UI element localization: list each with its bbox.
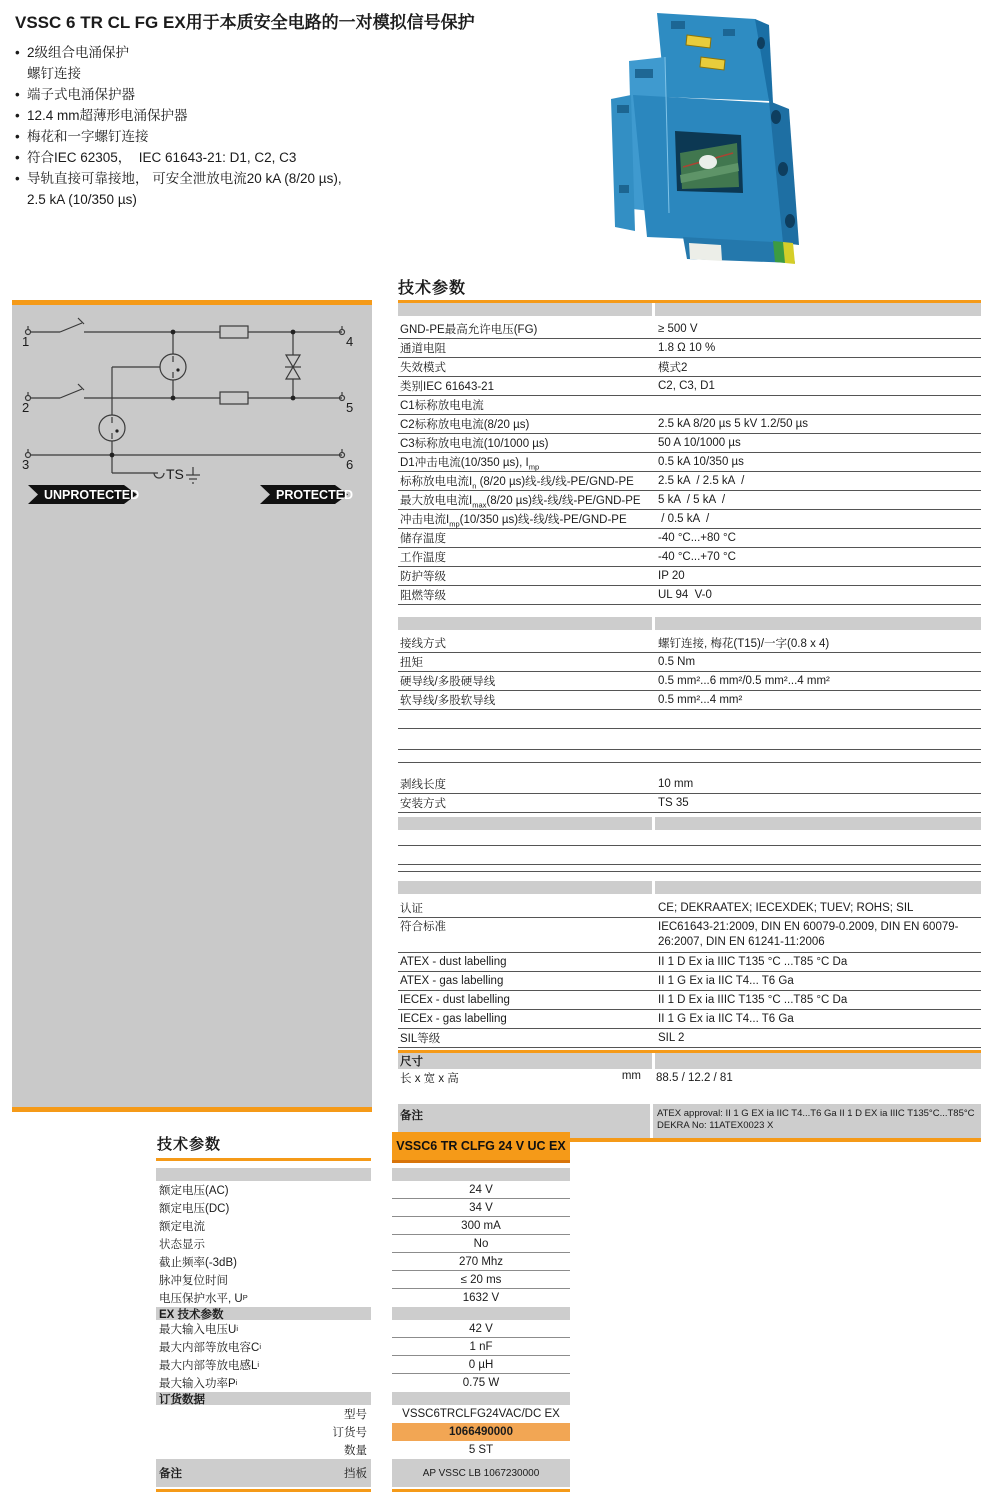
spec-label: 类别IEC 61643-21 [400,381,494,393]
empty-row [398,710,981,729]
terminal-label-2: 2 [22,400,30,415]
table-spacer [398,605,981,617]
variant-spec-row [156,1235,570,1253]
spec-label: 软导线/多股软导线 [400,695,496,707]
spec-row [398,991,981,1010]
spec-value: II 1 D Ex ia IIIC T135 °C ...T85 °C Da [658,994,848,1006]
spec-label: D1冲击电流(10/350 µs), $I_{mp}$ [400,457,540,472]
order-band-fill [392,1168,570,1181]
section-band-fill [655,617,981,630]
spec-row [398,1010,981,1029]
order-band-fill [392,1392,570,1405]
order-band-label [156,1392,371,1405]
empty-row [398,750,981,763]
section-band-label [398,817,652,830]
spec-label: 认证 [400,903,423,915]
variant-spec-label: 数量 [344,1445,367,1457]
feature-text: 2.5 kA (10/350 µs) [27,192,137,207]
spec-value: C2, C3, D1 [658,380,715,392]
variant-spec-row [156,1271,570,1289]
spec-row [398,434,981,453]
variant-spec-label: 订货号 [332,1427,367,1439]
dimension-unit: mm [621,1070,641,1082]
feature-item [15,189,575,210]
dimension-label: 长 x 宽 x 高 [400,1073,459,1085]
spec-value: 0.5 kA 10/350 µs [658,456,744,468]
variant-spec-value: 1066490000 [392,1423,570,1441]
empty-row [398,830,981,846]
section-band [398,1053,981,1069]
bullet-icon [15,63,27,84]
spec-label: 工作温度 [400,552,446,564]
variant-spec-row [156,1320,570,1338]
order-section-band [156,1168,570,1181]
spec-value: 模式2 [658,362,688,374]
variant-spec-row [156,1441,570,1459]
variant-spec-label: 额定电流 [159,1221,205,1233]
spec-value: -40 °C...+70 °C [658,551,736,563]
spec-row [398,358,981,377]
spec-row [398,396,981,415]
spec-label: 剥线长度 [400,779,446,791]
section-band [398,303,981,316]
spec-label [398,1070,653,1086]
note-text [653,1104,981,1138]
variant-spec-row [156,1217,570,1235]
variant-rows [156,1168,570,1492]
table-spacer [398,872,981,881]
order-section-band [156,1307,570,1320]
spec-value: 0.5 Nm [658,656,696,668]
section-band-label [398,303,652,316]
circuit-junctions [110,330,296,458]
note-line: DEKRA No: 11ATEX0023 X [657,1119,774,1131]
spec-value: 0.5 mm²...6 mm²/0.5 mm²...4 mm² [658,675,830,687]
bullet-icon: • [15,108,20,123]
feature-list [15,42,575,210]
terminal-label-3: 3 [22,457,30,472]
remark-row [156,1459,570,1487]
variant-spec-label: 最大输入功率P i [159,1378,238,1390]
note-label: 备注 [398,1104,650,1138]
terminal-label-4: 4 [346,334,354,349]
variant-spec-row [156,1289,570,1307]
variant-spec-value: 34 V [392,1199,570,1217]
bullet-icon: • [15,87,20,102]
spec-value: II 1 D Ex ia IIIC T135 °C ...T85 °C Da [658,956,848,968]
spec-label: C1标称放电电流 [400,400,484,412]
spec-label: C2标称放电电流(8/20 µs) [400,419,530,431]
variant-spec-row [156,1253,570,1271]
spec-label: ATEX - gas labelling [400,975,504,987]
spec-label: GND-PE最高允许电压(FG) [400,324,538,336]
variant-spec-label: 截止频率(-3dB) [159,1257,237,1269]
spec-value: 2.5 kA 8/20 µs 5 kV 1.2/50 µs [658,418,809,430]
spec-label: 储存温度 [400,533,446,545]
variant-spec-row [156,1374,570,1392]
spec-label: SIL等级 [400,1033,441,1045]
note-line: ATEX approval: II 1 G EX ia IIC T4...T6 Ga II 1 D EX ia IIIC T135°C...T85°C [657,1108,975,1119]
spec-row [398,491,981,510]
remark-value: AP VSSC LB 1067230000 [392,1459,570,1487]
section-band [398,881,981,894]
spec-value: II 1 G Ex ia IIC T4... T6 Ga [658,975,794,987]
spec-label: 失效模式 [400,362,446,374]
product-photo [595,5,870,267]
spec-label: 标称放电电流$I_n$ (8/20 µs)线-线/线-PE/GND-PE [400,476,634,491]
variant-table-header [156,1132,570,1163]
variant-column-header: VSSC6 TR CLFG 24 V UC EX [392,1132,570,1163]
spec-value: CE; DEKRAATEX; IECEXDEK; TUEV; ROHS; SIL [658,902,914,914]
empty-row [398,729,981,750]
terminal-label-1: 1 [22,334,30,349]
dimension-row [398,1069,981,1087]
variant-spec-row [156,1423,570,1441]
spec-value: -40 °C...+80 °C [658,532,736,544]
tech-params-rows [398,303,981,1142]
spec-value: UL 94 V-0 [658,589,712,601]
spec-value: IEC61643-21:2009, DIN EN 60079-0.2009, DIN EN 60079-26:2007, DIN EN 61241-11:2006 [658,921,959,948]
spec-row [398,1029,981,1048]
variant-spec-label: 最大输入电压U i [159,1324,238,1336]
direction-banners [28,485,353,504]
tech-params-heading: 技术参数 [398,280,467,297]
spec-value: II 1 G Ex ia IIC T4... T6 Ga [658,1013,794,1025]
feature-item [15,147,575,168]
order-band-text: 订货数据 [159,1393,205,1406]
spec-label: 防护等级 [400,571,446,583]
bullet-icon: • [15,150,20,165]
feature-item [15,126,575,147]
section-band-fill [655,817,981,830]
spec-row [398,899,981,918]
spec-label: 阻燃等级 [400,590,446,602]
orange-footer-line [156,1489,570,1492]
feature-item [15,168,575,189]
page-title: VSSC 6 TR CL FG EX用于本质安全电路的一对模拟信号保护 [15,13,475,32]
circuit-wires [26,318,345,483]
variant-spec-value: ≤ 20 ms [392,1271,570,1289]
spec-value: 1.8 Ω 10 % [658,342,716,354]
variant-spec-label: 额定电压(DC) [159,1203,230,1215]
remark-label-cell [156,1459,371,1487]
section-band [398,617,981,630]
feature-item [15,84,575,105]
spec-value: 5 kA / 5 kA / [658,494,726,506]
section-band-label [398,881,652,894]
orange-footer-left [156,1489,371,1492]
spec-label: 扭矩 [400,657,423,669]
feature-text: 端子式电涌保护器 [27,87,135,102]
section-band-fill [655,1053,981,1069]
empty-row [398,865,981,872]
variant-spec-value: 1632 V [462,1292,500,1304]
spec-label: 安装方式 [400,798,446,810]
variant-spec-value: 300 mA [392,1217,570,1235]
spec-row [398,510,981,529]
spec-label: 冲击电流$I_{mp}(10/350$ µs)线-线/线-PE/GND-PE [400,514,627,529]
spec-value: 0.5 mm²...4 mm² [658,694,743,706]
variant-table [156,1132,570,1492]
orange-footer-right [392,1489,570,1492]
spec-label: IECEx - dust labelling [400,994,510,1006]
variant-spec-value: 1 nF [392,1338,570,1356]
spec-value: 88.5 / 12.2 / 81 [656,1072,733,1084]
spec-value: / 0.5 kA / [658,513,710,525]
spec-row [398,794,981,813]
spec-row [398,953,981,972]
bullet-icon: • [15,45,20,60]
variant-spec-row [156,1405,570,1423]
spec-row [398,653,981,672]
feature-text: 2级组合电涌保护 [27,45,130,60]
order-section-band [156,1392,570,1405]
spec-row [398,453,981,472]
spec-label: 硬导线/多股硬导线 [400,676,496,688]
spec-row [398,339,981,358]
variant-spec-row [156,1181,570,1199]
spec-value: 10 mm [658,778,694,790]
order-band-label [156,1307,371,1320]
ts-label: TS [166,466,184,482]
protected-label: PROTECTED [276,488,354,502]
spec-row [398,918,981,953]
circuit-diagram [20,315,364,525]
spec-row [398,377,981,396]
variant-spec-label: 电压保护水平, U P [159,1293,248,1305]
section-band-fill [655,303,981,316]
variant-spec-label: 状态显示 [159,1239,205,1251]
variant-spec-row [156,1199,570,1217]
feature-text: 符合IEC 62305， IEC 61643-21: D1, C2, C3 [27,150,297,165]
terminal-label-5: 5 [346,400,354,415]
variant-spec-value: VSSC6TRCLFG24VAC/DC EX [402,1408,560,1420]
spec-label: C3标称放电电流(10/1000 µs) [400,438,549,450]
section-band [398,817,981,830]
spec-row [398,775,981,794]
spec-value: 50 A 10/1000 µs [658,437,741,449]
spec-label: 符合标准 [400,921,446,933]
bullet-icon: • [15,171,20,186]
tech-params-heading-rule [398,275,981,303]
variant-spec-row [156,1356,570,1374]
variant-spec-value: No [392,1235,570,1253]
spec-row [398,567,981,586]
variant-spec-value: 0.75 W [462,1377,500,1389]
feature-item [15,42,575,63]
table-spacer [398,1087,981,1104]
order-band-text: EX 技术参数 [159,1308,224,1321]
terminal-label-6: 6 [346,457,354,472]
variant-spec-label: 额定电压(AC) [159,1185,229,1197]
variant-spec-value: 24 V [392,1181,570,1199]
spec-row [398,586,981,605]
section-band-label [398,1053,652,1069]
circuit-panel [12,300,372,1112]
spec-row [398,672,981,691]
bottom-heading: 技术参数 [156,1132,371,1161]
order-band-label [156,1168,371,1181]
spec-label: 通道电阻 [400,343,446,355]
feature-text: 导轨直接可靠接地， 可安全泄放电流20 kA (8/20 µs), [27,171,342,186]
section-band-label [398,617,652,630]
variant-spec-label: 最大内部等放电容C i [159,1342,261,1354]
tech-params-table [398,275,981,1142]
spec-row [398,529,981,548]
remark-label: 备注 [159,1468,182,1480]
spec-value: 螺钉连接, 梅花(T15)/一字(0.8 x 4) [658,638,830,650]
feature-text: 梅花和一字螺钉连接 [27,129,149,144]
feature-text: 螺钉连接 [27,66,81,81]
spec-label: IECEx - gas labelling [400,1013,507,1025]
feature-text: 12.4 mm超薄形电涌保护器 [27,108,188,123]
variant-spec-value: 0 µH [392,1356,570,1374]
baffle-label: 挡板 [344,1468,367,1480]
feature-item [15,105,575,126]
variant-spec-value: 270 Mhz [392,1253,570,1271]
variant-spec-label: 最大内部等放电感L i [159,1360,260,1372]
spec-value: ≥ 500 V [658,323,698,335]
spec-value: SIL 2 [658,1032,685,1044]
spec-value: 2.5 kA / 2.5 kA / [658,475,745,487]
terminal-block-illustration [611,13,799,264]
spec-row [398,548,981,567]
bullet-icon: • [15,129,20,144]
section-band-text: 尺寸 [400,1056,423,1068]
feature-item [15,63,575,84]
variant-spec-value: 42 V [392,1320,570,1338]
spec-row [398,415,981,434]
table-spacer [398,763,981,775]
spec-row [398,634,981,653]
bullet-icon [15,189,27,210]
variant-spec-label: 脉冲复位时间 [159,1275,228,1287]
variant-spec-label: 型号 [344,1409,367,1421]
spec-value: TS 35 [658,797,689,809]
spec-row [398,691,981,710]
spec-label: ATEX - dust labelling [400,956,507,968]
bottom-heading-cell [156,1132,371,1163]
spec-label: 接线方式 [400,638,446,650]
spec-value: IP 20 [658,570,685,582]
empty-row [398,846,981,865]
spec-row [398,320,981,339]
order-band-fill [392,1307,570,1320]
variant-spec-row [156,1338,570,1356]
spec-row [398,472,981,491]
spec-row [398,972,981,991]
unprotected-label: UNPROTECTED [44,488,140,502]
spec-label: 最大放电电流$I_{max}(8/20$ µs)线-线/线-PE/GND-PE [400,495,641,510]
variant-spec-value: 5 ST [468,1444,494,1456]
section-band-fill [655,881,981,894]
